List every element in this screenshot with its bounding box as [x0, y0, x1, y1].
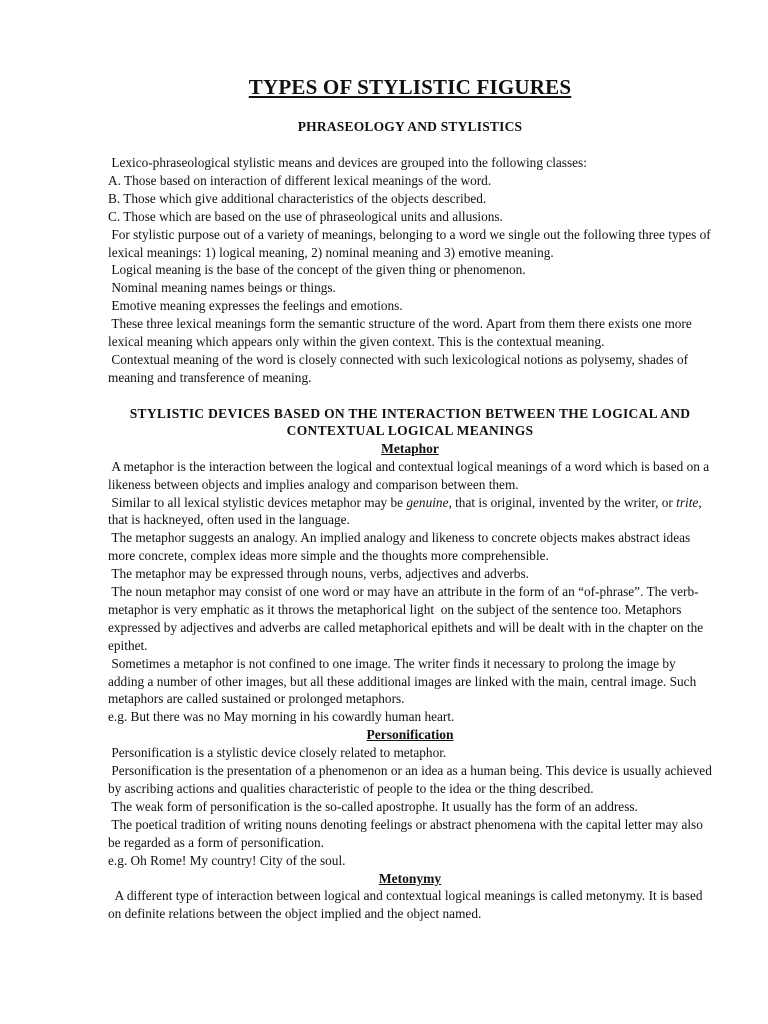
document-title: TYPES OF STYLISTIC FIGURES — [248, 75, 572, 99]
metaphor-paragraph: The noun metaphor may consist of one word or may have an attribute in the form of an “of-phrase”. The verb-metaphor is very emphatic as it throws the metaphorical light on the subject of the sentence too. Metaphors expressed by adjectives and adverbs are called metaphorical epithets and will be dealt with in the chapter on the epithet. — [108, 584, 707, 653]
personification-example: e.g. Oh Rome! My country! City of the soul. — [108, 852, 346, 868]
metaphor-paragraph: A metaphor is the interaction between the logical and contextual logical meanings of a word which is based on a likeness between objects and implies analogy and comparison between them. — [108, 458, 713, 492]
intro-paragraph: Logical meaning is the base of the concept of the given thing or phenomenon. — [108, 262, 526, 278]
intro-paragraph: A. Those based on interaction of different lexical meanings of the word. — [108, 172, 492, 188]
personification-heading: Personification — [366, 727, 454, 743]
metaphor-heading: Metaphor — [381, 440, 439, 456]
metaphor-paragraph: The metaphor suggests an analogy. An implied analogy and likeness to concrete objects makes abstract ideas more concrete, complex ideas more simple and the thoughts more comprehensible. — [108, 530, 694, 564]
document-subtitle: PHRASEOLOGY AND STYLISTICS — [297, 119, 523, 134]
intro-paragraph: B. Those which give additional characteristics of the objects described. — [108, 190, 487, 206]
intro-paragraph: For stylistic purpose out of a variety of meanings, belonging to a word we single out the following three types of lexical meanings: 1) logical meaning, 2) nominal meaning and 3) emotive meaning. — [108, 226, 715, 260]
intro-section — [108, 154, 715, 387]
personification-paragraph: The poetical tradition of writing nouns denoting feelings or abstract phenomena with the capital letter may also be regarded as a form of personification. — [108, 816, 707, 850]
metonymy-paragraph: A different type of interaction between logical and contextual logical meanings is called metonymy. It is based on definite relations between the object implied and the object named. — [108, 888, 706, 922]
intro-paragraph: These three lexical meanings form the semantic structure of the word. Apart from them there exists one more lexical meaning which appears only within the given context. This is the contextual meaning. — [108, 316, 696, 350]
intro-paragraph: Nominal meaning names beings or things. — [108, 280, 336, 296]
intro-paragraph: Contextual meaning of the word is closely connected with such lexicological notions as polysemy, shades of meaning and transference of meaning. — [108, 351, 692, 385]
intro-paragraph: C. Those which are based on the use of phraseological units and allusions. — [108, 208, 503, 224]
intro-paragraph: Emotive meaning expresses the feelings and emotions. — [108, 298, 403, 314]
metaphor-example: e.g. But there was no May morning in his cowardly human heart. — [108, 709, 455, 725]
personification-paragraph: Personification is a stylistic device closely related to metaphor. — [108, 745, 447, 761]
metonymy-heading: Metonymy — [378, 870, 442, 886]
section-heading: STYLISTIC DEVICES BASED ON THE INTERACTION BETWEEN THE LOGICAL AND CONTEXTUAL LOGICAL MEANINGS — [129, 405, 691, 439]
document-page — [108, 74, 716, 923]
genuine-term: genuine — [406, 494, 449, 510]
trite-term: trite — [676, 494, 699, 510]
personification-paragraph: Personification is the presentation of a phenomenon or an idea as a human being. This device is usually achieved by ascribing actions and qualities characteristic of people to the idea or the thing described. — [108, 763, 716, 796]
metaphor-paragraph — [108, 494, 712, 530]
metaphor-text: , that is hackneyed, often used in the language. — [108, 494, 705, 528]
metaphor-paragraph: Sometimes a metaphor is not confined to one image. The writer finds it necessary to prolong the image by adding a number of other images, but all these additional images are linked with the main, central image. Such metaphors are called sustained or prolonged metaphors. — [108, 655, 700, 707]
intro-paragraph: Lexico-phraseological stylistic means and devices are grouped into the following classes: — [108, 155, 587, 170]
personification-paragraph: The weak form of personification is the so-called apostrophe. It usually has the form of an address. — [108, 798, 638, 814]
metaphor-paragraph: The metaphor may be expressed through nouns, verbs, adjectives and adverbs. — [108, 566, 529, 582]
metaphor-text: , that is original, invented by the writer, or — [448, 494, 677, 510]
metaphor-text: Similar to all lexical stylistic devices metaphor may be — [108, 494, 407, 510]
